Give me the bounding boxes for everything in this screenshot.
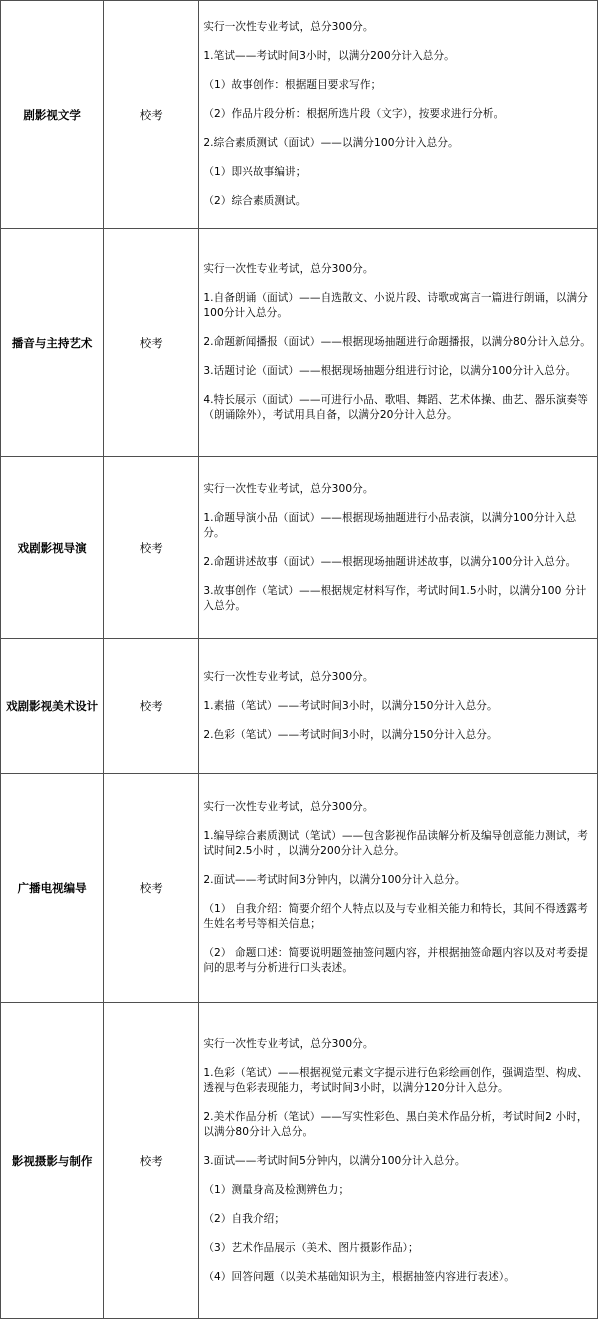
table-row — [1, 639, 598, 774]
exam-type: 校考 — [104, 639, 199, 774]
description-line: 2.面试——考试时间3分钟内，以满分100分计入总分。 — [203, 874, 466, 886]
exam-type: 校考 — [104, 1003, 199, 1319]
description-line: （2） 命题口述：简要说明题签抽签问题内容，并根据抽签命题内容以及对考委提问的思考与分析进行口头表述。 — [203, 947, 588, 974]
description-line: 1.编导综合素质测试（笔试）——包含影视作品读解分析及编导创意能力测试，考试时间2.5小时 ，以满分200分计入总分。 — [203, 830, 588, 857]
description-line: 2.命题新闻播报（面试）——根据现场抽题进行命题播报，以满分80分计入总分。 — [203, 336, 591, 348]
description-line: 实行一次性专业考试，总分300分。 — [203, 263, 374, 275]
description-line: 1.命题导演小品（面试）——根据现场抽题进行小品表演，以满分100分计入总分。 — [203, 511, 577, 539]
description-line: 3.话题讨论（面试）——根据现场抽题分组进行讨论，以满分100分计入总分。 — [203, 365, 577, 377]
exam-description — [199, 774, 598, 1003]
exam-description — [199, 1, 598, 229]
description-line: 3.故事创作（笔试）——根据规定材料写作，考试时间1.5小时，以满分100 分计入总分。 — [203, 584, 587, 612]
major-name: 戏剧影视美术设计 — [1, 639, 104, 774]
description-line: （1）即兴故事编讲； — [203, 166, 307, 178]
description-line: 3.面试——考试时间5分钟内，以满分100分计入总分。 — [203, 1154, 466, 1167]
description-line: 1.笔试——考试时间3小时，以满分200分计入总分。 — [203, 50, 455, 62]
exam-description — [199, 639, 598, 774]
description-line: （2）作品片段分析：根据所选片段（文字），按要求进行分析。 — [203, 108, 505, 120]
major-name: 播音与主持艺术 — [1, 229, 104, 457]
major-name: 戏剧影视导演 — [1, 457, 104, 639]
description-line: 实行一次性专业考试，总分300分。 — [203, 1037, 374, 1050]
description-line: （2）综合素质测试。 — [203, 195, 307, 207]
major-name: 影视摄影与制作 — [1, 1003, 104, 1319]
exam-type: 校考 — [104, 774, 199, 1003]
description-line: （2）自我介绍； — [203, 1212, 286, 1225]
table-row — [1, 1, 598, 229]
exam-type: 校考 — [104, 229, 199, 457]
description-line: 4.特长展示（面试）——可进行小品、歌唱、舞蹈、艺术体操、曲艺、器乐演奏等（朗诵除外），考试用具自备，以满分20分计入总分。 — [203, 394, 588, 421]
description-line: 1.色彩（笔试）——根据视觉元素文字提示进行色彩绘画创作，强调造型、构成、透视与色彩表现能力，考试时间3小时，以满分120分计入总分。 — [203, 1066, 588, 1094]
description-line: （3）艺术作品展示（美术、图片摄影作品）； — [203, 1241, 419, 1254]
description-line: （4）回答问题（以美术基础知识为主，根据抽签内容进行表述）。 — [203, 1270, 515, 1283]
exam-description — [199, 229, 598, 457]
description-line: 2.美术作品分析（笔试）——写实性彩色、黑白美术作品分析，考试时间2 小时，以满分80分计入总分。 — [203, 1110, 588, 1138]
description-line: 实行一次性专业考试，总分300分。 — [203, 670, 374, 683]
exam-type: 校考 — [104, 1, 199, 229]
description-line: 2.综合素质测试（面试）——以满分100分计入总分。 — [203, 137, 459, 149]
description-line: 1.素描（笔试）——考试时间3小时，以满分150分计入总分。 — [203, 699, 498, 712]
table-row — [1, 774, 598, 1003]
major-name: 广播电视编导 — [1, 774, 104, 1003]
exam-description — [199, 1003, 598, 1319]
description-line: 实行一次性专业考试，总分300分。 — [203, 482, 374, 495]
description-line: 1.自备朗诵（面试）——自选散文、小说片段、诗歌或寓言一篇进行朗诵，以满分100分计入总分。 — [203, 292, 588, 319]
major-name: 剧影视文学 — [1, 1, 104, 229]
exam-description — [199, 457, 598, 639]
description-line: 实行一次性专业考试，总分300分。 — [203, 21, 374, 33]
description-line: （1） 自我介绍：简要介绍个人特点以及与专业相关能力和特长，其间不得透露考生姓名考号等相关信息； — [203, 903, 588, 930]
exam-type: 校考 — [104, 457, 199, 639]
description-line: （1）故事创作：根据题目要求写作； — [203, 79, 382, 91]
description-line: 实行一次性专业考试，总分300分。 — [203, 801, 374, 813]
description-line: 2.命题讲述故事（面试）——根据现场抽题讲述故事，以满分100分计入总分。 — [203, 555, 577, 568]
table-row — [1, 457, 598, 639]
table-row — [1, 229, 598, 457]
table-row — [1, 1003, 598, 1319]
description-line: 2.色彩（笔试）——考试时间3小时，以满分150分计入总分。 — [203, 728, 498, 741]
description-line: （1）测量身高及检测辨色力； — [203, 1183, 350, 1196]
